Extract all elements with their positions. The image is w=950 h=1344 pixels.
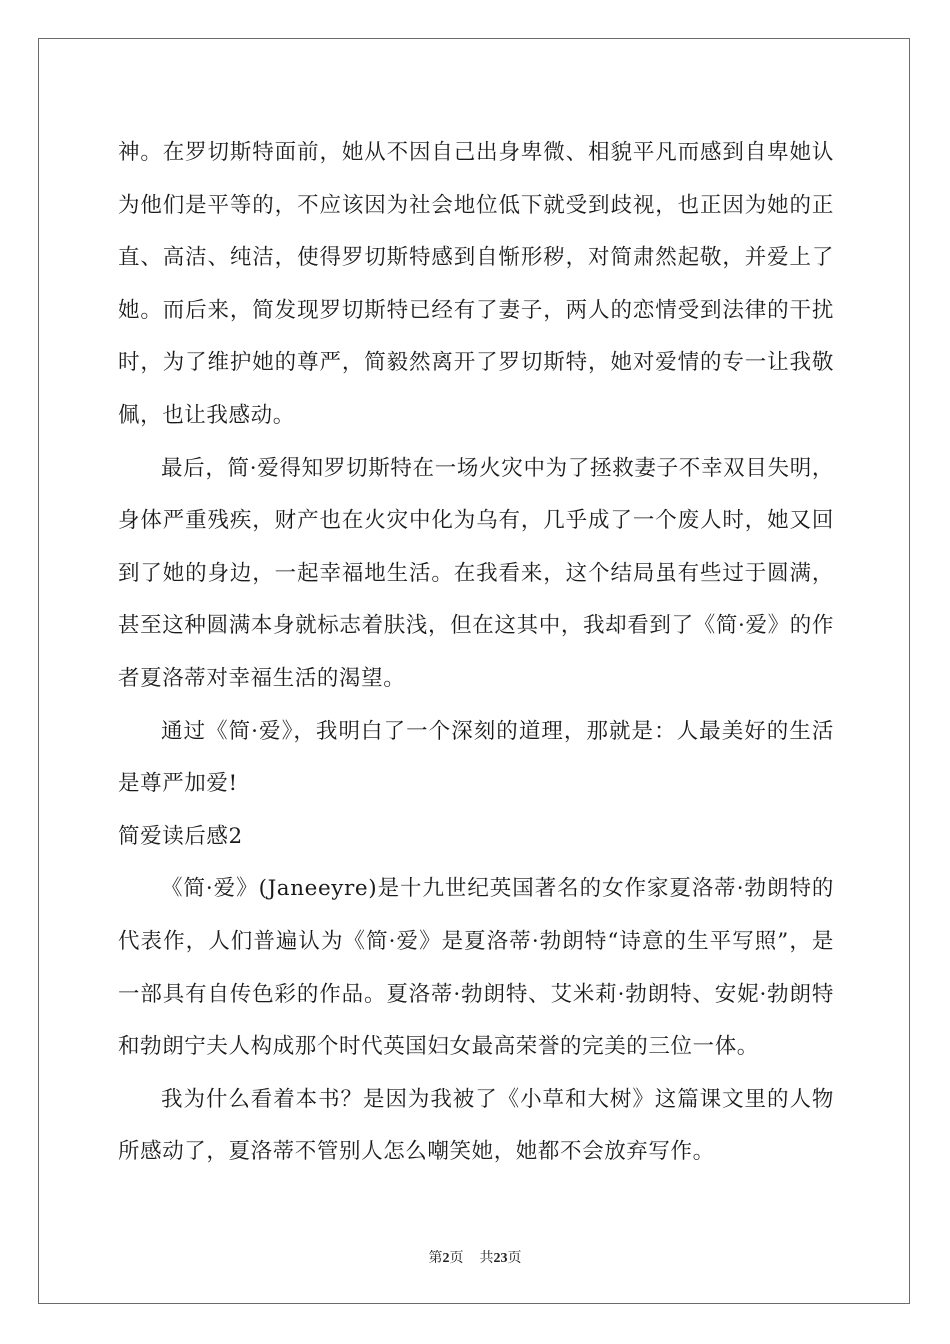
paragraph-5: 我为什么看着本书？是因为我被了《小草和大树》这篇课文里的人物所感动了，夏洛蒂不管别人怎么嘲笑她，她都不会放弃写作。 (118, 1086, 834, 1165)
paragraph-1: 神。在罗切斯特面前，她从不因自己出身卑微、相貌平凡而感到自卑她认为他们是平等的，不应该因为社会地位低下就受到歧视，也正因为她的正直、高洁、纯洁，使得罗切斯特感到自惭形秽，对简肃然起敬，并爱上了她。而后来，简发现罗切斯特已经有了妻子，两人的恋情受到法律的干扰时，为了维护她的尊严，简毅然离开了罗切斯特，她对爱情的专一让我敬佩，也让我感动。 (118, 140, 834, 428)
page-number: 2 (442, 1251, 450, 1266)
paragraph-3: 通过《简·爱》，我明白了一个深刻的道理，那就是：人最美好的生活是尊严加爱! (118, 718, 834, 797)
paragraph-2: 最后，简·爱得知罗切斯特在一场火灾中为了拯救妻子不幸双目失明，身体严重残疾，财产也在火灾中化为乌有，几乎成了一个废人时，她又回到了她的身边，一起幸福地生活。在我看来，这个结局虽有些过于圆满，甚至这种圆满本身就标志着肤浅，但在这其中，我却看到了《简·爱》的作者夏洛蒂对幸福生活的渴望。 (118, 455, 834, 691)
total-prefix: 共 (479, 1251, 494, 1266)
section-heading: 简爱读后感2 (118, 823, 243, 849)
paragraph-4: 《简·爱》(Janeeyre)是十九世纪英国著名的女作家夏洛蒂·勃朗特的代表作，人们普遍认为《简·爱》是夏洛蒂·勃朗特“诗意的生平写照”，是一部具有自传色彩的作品。夏洛蒂·勃朗特、艾米莉·勃朗特、安妮·勃朗特和勃朗宁夫人构成那个时代英国妇女最高荣誉的完美的三位一体。 (118, 876, 834, 1060)
page-suffix: 页 (449, 1251, 464, 1266)
page-prefix: 第 (428, 1251, 443, 1266)
total-pages: 23 (493, 1251, 508, 1266)
document-body (118, 127, 834, 1179)
total-suffix: 页 (507, 1251, 522, 1266)
page-footer (0, 1247, 950, 1267)
